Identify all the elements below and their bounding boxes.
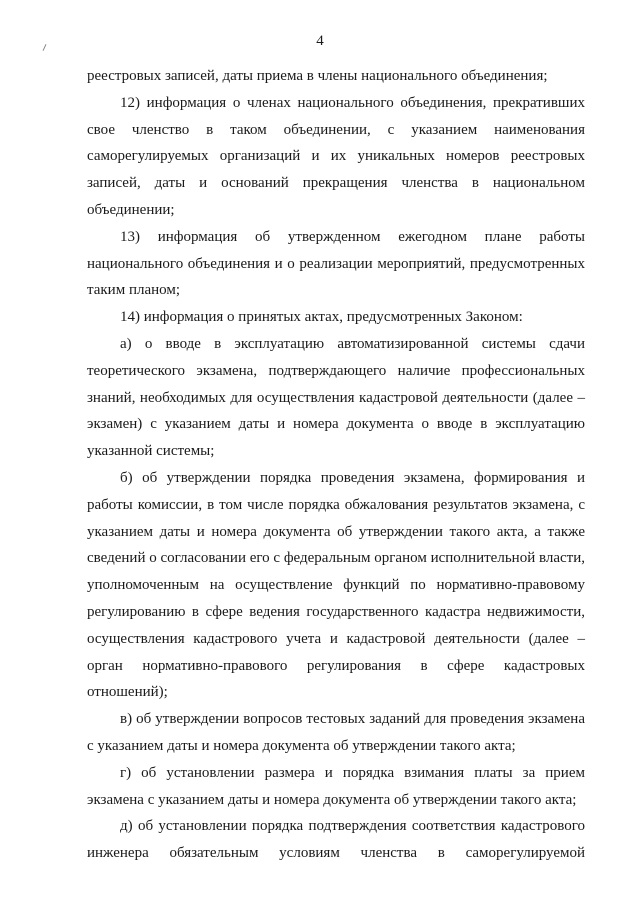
paragraph-subitem-b: б) об утверждении порядка проведения экзамена, формирования и работы комиссии, в том числе порядка обжалования результатов экзамена, с указанием даты и номера документа об утверждении такого акта, а также сведений о согласовании его с федеральным органом исполнительной власти, уполномоченным на осуществление функций по нормативно-правовому регулированию в сфере ведения государственного кадастра недвижимости, осуществления кадастрового учета и кадастровой деятельности (далее – орган нормативно-правового регулирования в сфере кадастровых отношений);: [87, 469, 585, 701]
paragraph-subitem-v: в) об утверждении вопросов тестовых заданий для проведения экзамена с указанием даты и номера документа об утверждении такого акта;: [87, 711, 585, 754]
paragraph-item-12: 12) информация о членах национального объединения, прекративших свое членство в таком объединении, с указанием наименования саморегулируемых организаций и их уникальных номеров реестровых записей, даты и оснований прекращения членства в национальном объединении;: [87, 94, 585, 218]
paragraph-subitem-a: а) о вводе в эксплуатацию автоматизированной системы сдачи теоретического экзамена, подтверждающего наличие профессиональных знаний, необходимых для осуществления кадастровой деятельности (далее – экзамен) с указанием даты и номера документа о вводе в эксплуатацию указанной системы;: [87, 335, 585, 460]
paragraph-item-13: 13) информация об утвержденном ежегодном плане работы национального объединения и о реализации мероприятий, предусмотренных таким планом;: [87, 228, 585, 299]
paragraph-item-14: 14) информация о принятых актах, предусмотренных Законом:: [120, 309, 523, 326]
document-body: [87, 63, 585, 867]
paragraph-continuation: реестровых записей, даты приема в члены национального объединения;: [87, 68, 548, 84]
page-number: 4: [316, 33, 324, 49]
paragraph-subitem-d: д) об установлении порядка подтверждения соответствия кадастрового инженера обязательным условиям членства в саморегулируемой: [87, 818, 585, 862]
paragraph-subitem-g: г) об установлении размера и порядка взимания платы за прием экзамена с указанием даты и номера документа об утверждении такого акта;: [87, 764, 585, 808]
